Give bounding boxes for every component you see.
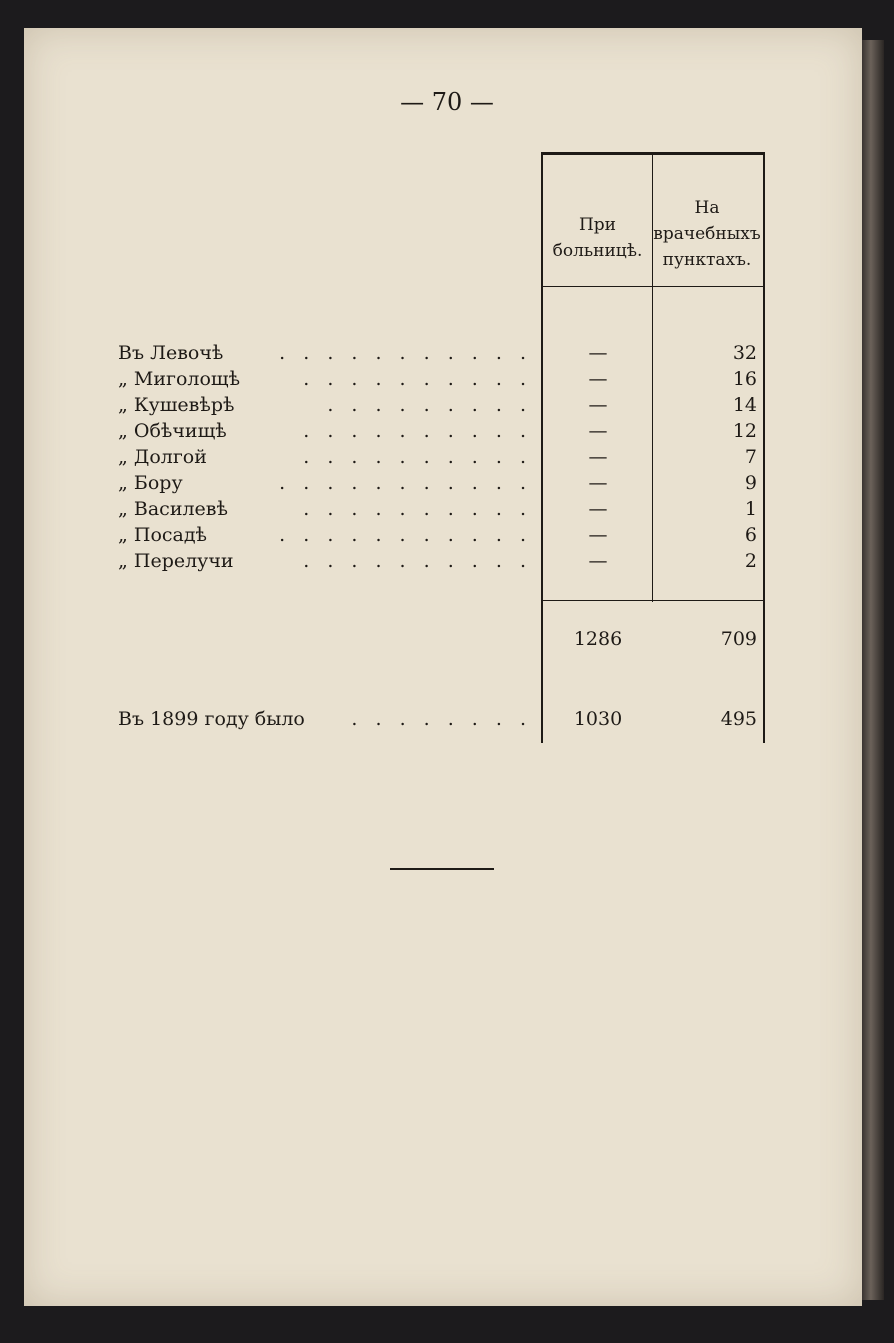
header-points: На врачебныхъ пунктахъ. [653,198,761,270]
table-row: „ Бору . . . . . . . . . . . — 9 [118,472,757,494]
table-row: „ Миголощѣ . . . . . . . . . . — 16 [118,368,757,390]
prev-year-row: Въ 1899 году было . . . . . . . . 1030 495 [118,708,757,730]
end-rule [390,868,494,870]
header-hospital: При больницѣ. [552,215,643,261]
header-rule [541,286,763,287]
total-row: 1286 709 [573,628,757,650]
table-row: „ Василевѣ . . . . . . . . . . — 1 [118,498,757,520]
book-edge [862,40,884,1300]
table-row: Въ Левочѣ . . . . . . . . . . . — 32 [118,342,757,364]
total-rule [541,600,763,601]
table-row: „ Обѣчищѣ . . . . . . . . . . — 12 [118,420,757,442]
table-row: „ Посадѣ . . . . . . . . . . . — 6 [118,524,757,546]
table-row: „ Перелучи . . . . . . . . . . — 2 [118,550,757,572]
table-row: „ Кушевѣрѣ . . . . . . . . . — 14 [118,394,757,416]
table-row: „ Долгой . . . . . . . . . . — 7 [118,446,757,468]
page-number: — 70 — [400,88,494,116]
